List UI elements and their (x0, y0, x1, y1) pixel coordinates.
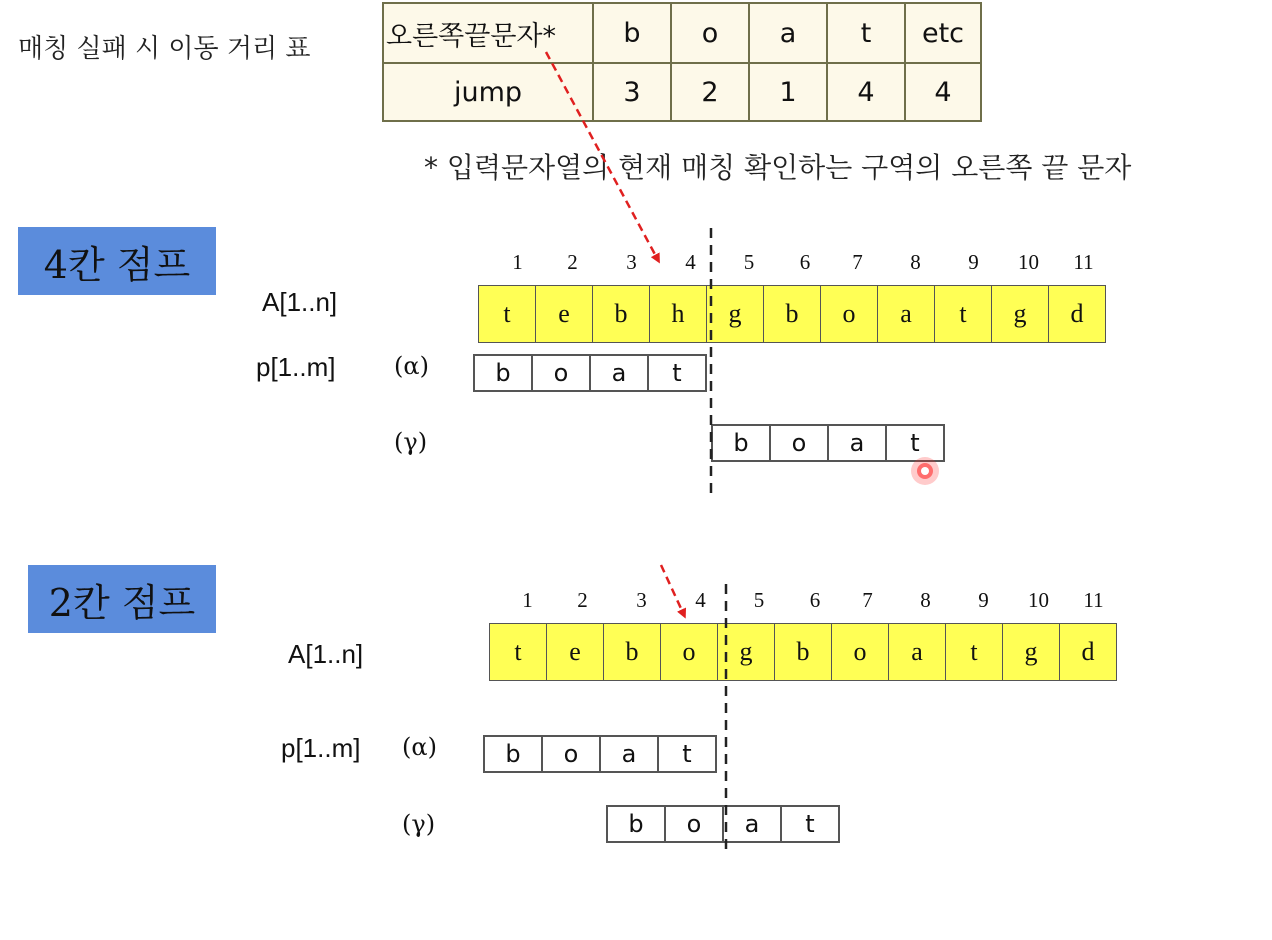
red-arrow (546, 52, 658, 260)
gamma-label: (γ) (394, 428, 428, 456)
text-cell: t (945, 623, 1003, 681)
index-label: 6 (799, 250, 811, 274)
index-label: 6 (809, 588, 821, 612)
pattern-cell: a (827, 424, 887, 462)
text-cell: g (717, 623, 775, 681)
jump-table-char: t (827, 3, 905, 63)
jump-table-value: 2 (671, 63, 749, 121)
pattern-cell: t (885, 424, 945, 462)
pattern-cell: a (599, 735, 659, 773)
text-cell: b (774, 623, 832, 681)
index-label: 4 (695, 588, 706, 612)
footnote: * 입력문자열의 현재 매칭 확인하는 구역의 오른쪽 끝 문자 (424, 151, 1132, 184)
pattern-cell: t (657, 735, 717, 773)
index-label: 10 (1028, 588, 1049, 612)
text-cell: d (1048, 285, 1106, 343)
text-cell: g (1002, 623, 1060, 681)
index-label: 7 (852, 250, 863, 274)
text-cell: t (489, 623, 547, 681)
index-label: 2 (567, 250, 578, 274)
text-cell: g (706, 285, 764, 343)
index-label: 2 (577, 588, 588, 612)
index-label: 11 (1073, 250, 1094, 274)
text-array-label: A[1..n] (262, 287, 338, 317)
text-cell: b (592, 285, 650, 343)
text-cell: a (888, 623, 946, 681)
jump-table-char: etc (905, 3, 981, 63)
pattern-cell: b (473, 354, 533, 392)
pattern-cell: o (531, 354, 591, 392)
page-title: 매칭 실패 시 이동 거리 표 (18, 34, 311, 64)
index-label: 5 (753, 588, 765, 612)
pattern-cell: o (541, 735, 601, 773)
index-label: 1 (512, 250, 523, 274)
pattern-cell: b (606, 805, 666, 843)
jump-table-value: 4 (905, 63, 981, 121)
text-cell: e (546, 623, 604, 681)
text-cell: b (603, 623, 661, 681)
index-label: 4 (685, 250, 696, 274)
text-cell: g (991, 285, 1049, 343)
index-label: 3 (636, 588, 647, 612)
index-label: 9 (978, 588, 989, 612)
jump-badge-2: 2칸 점프 (28, 565, 216, 633)
pattern-cell: o (769, 424, 829, 462)
alpha-label: (α) (394, 352, 429, 380)
jump-table-value: 3 (593, 63, 671, 121)
gamma-label: (γ) (402, 810, 436, 838)
jump-table-value: 4 (827, 63, 905, 121)
text-array-label: A[1..n] (288, 639, 364, 669)
jump-table-char: a (749, 3, 827, 63)
index-label: 10 (1018, 250, 1039, 274)
text-cell: t (478, 285, 536, 343)
jump-table-row-label: jump (383, 63, 593, 121)
text-cell: o (660, 623, 718, 681)
pattern-cell: a (722, 805, 782, 843)
text-cell: a (877, 285, 935, 343)
pattern-cell: t (780, 805, 840, 843)
index-label: 1 (522, 588, 533, 612)
index-label: 8 (910, 250, 921, 274)
jump-table-header-label: 오른쪽끝문자* (383, 3, 593, 63)
index-label: 11 (1083, 588, 1104, 612)
text-cell: o (820, 285, 878, 343)
text-cell: t (934, 285, 992, 343)
pattern-cell: o (664, 805, 724, 843)
jump-badge-4: 4칸 점프 (18, 227, 216, 295)
index-label: 3 (626, 250, 637, 274)
red-arrow (661, 565, 684, 615)
text-cell: d (1059, 623, 1117, 681)
pattern-cell: a (589, 354, 649, 392)
jump-table-value: 1 (749, 63, 827, 121)
pattern-cell: b (483, 735, 543, 773)
pattern-label: p[1..m] (281, 733, 361, 763)
text-cell: h (649, 285, 707, 343)
index-label: 7 (862, 588, 873, 612)
index-label: 5 (743, 250, 755, 274)
text-cell: b (763, 285, 821, 343)
pattern-label: p[1..m] (256, 352, 336, 382)
alpha-label: (α) (402, 733, 437, 761)
pattern-cell: b (711, 424, 771, 462)
cursor-indicator (911, 457, 939, 485)
index-label: 8 (920, 588, 931, 612)
text-cell: o (831, 623, 889, 681)
jump-table-char: o (671, 3, 749, 63)
pattern-cell: t (647, 354, 707, 392)
index-label: 9 (968, 250, 979, 274)
text-cell: e (535, 285, 593, 343)
jump-table-char: b (593, 3, 671, 63)
